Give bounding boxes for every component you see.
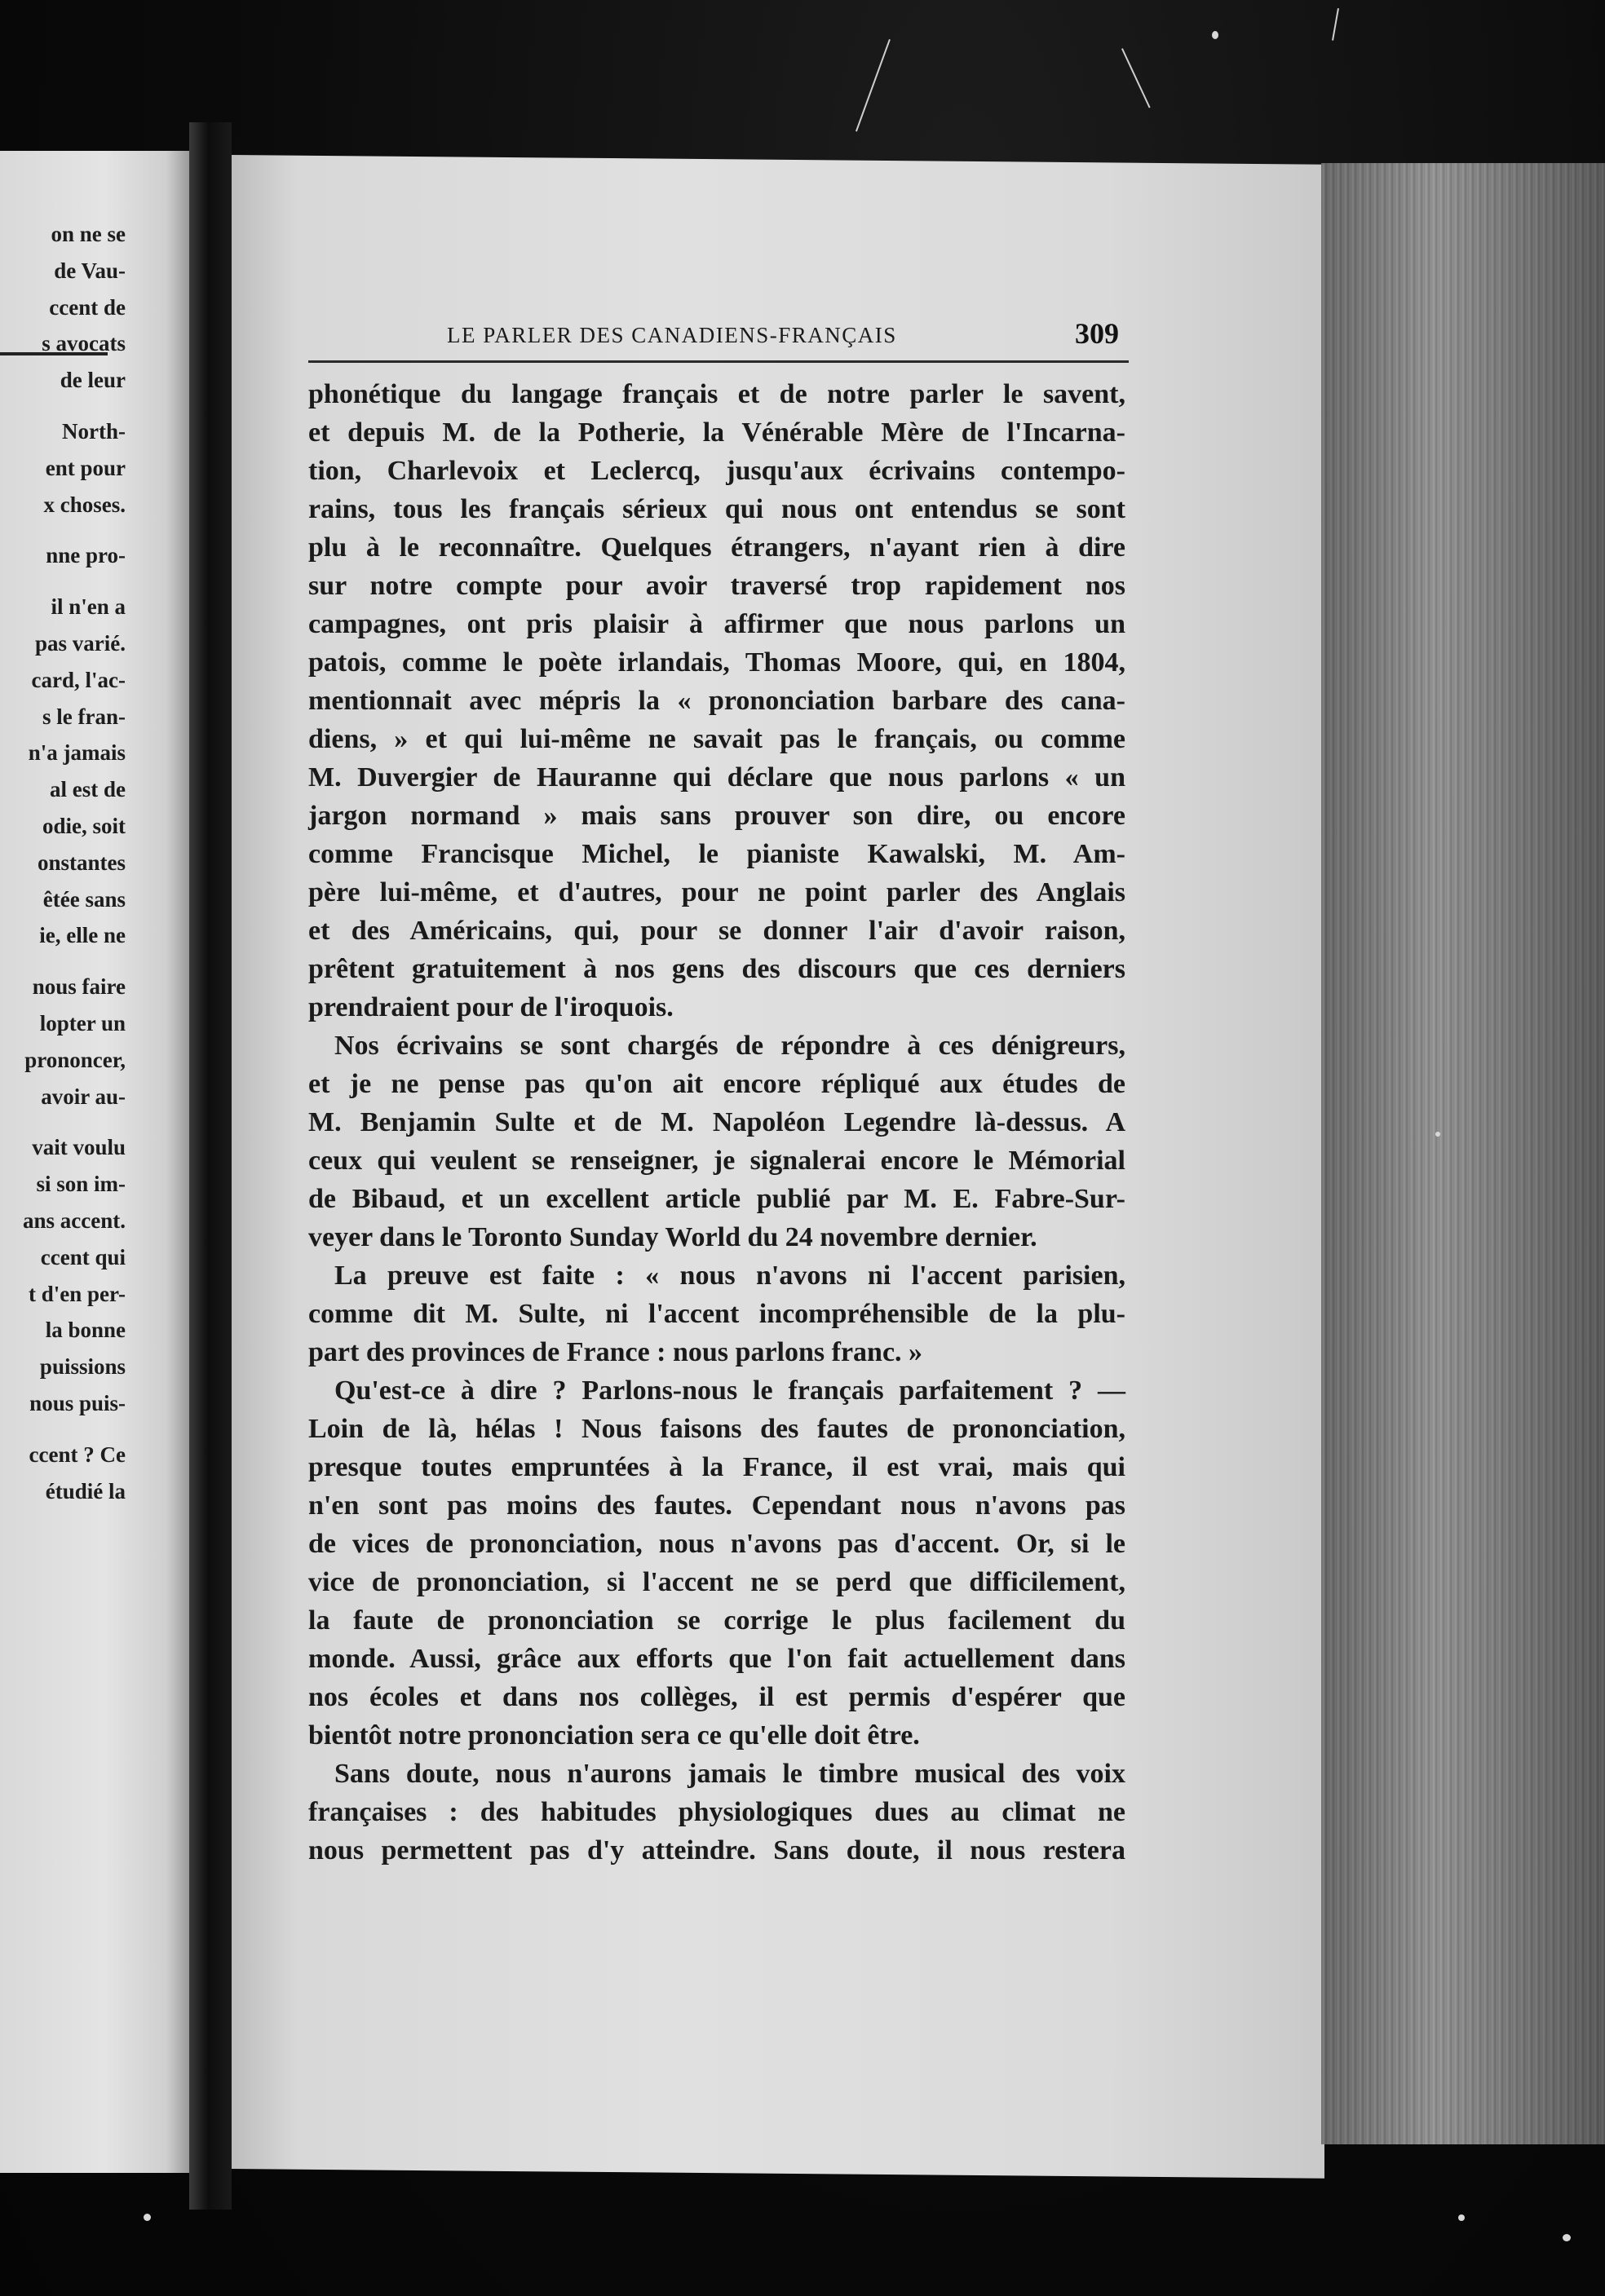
body-text-line: presque toutes empruntées à la France, il est vrai, mais qui [308, 1452, 1125, 1482]
header-rule [308, 360, 1129, 363]
body-text-line: comme dit M. Sulte, ni l'accent incompréhensible de la plu- [308, 1299, 1125, 1329]
body-text-line: Loin de là, hélas ! Nous faisons des fautes de prononciation, [308, 1414, 1125, 1444]
dust-speck [144, 2214, 151, 2221]
dust-speck [1458, 2214, 1465, 2221]
left-page-line: on ne se [51, 222, 126, 246]
body-text-line: rains, tous les français sérieux qui nous ont entendus se sont [308, 494, 1125, 524]
dust-speck [1563, 2234, 1571, 2241]
body-text-line: n'en sont pas moins des fautes. Cependant nous n'avons pas [308, 1490, 1125, 1521]
body-text-line: patois, comme le poète irlandais, Thomas Moore, qui, en 1804, [308, 647, 1125, 678]
left-page-line: puissions [39, 1354, 126, 1380]
left-page-line: si son im- [36, 1172, 126, 1197]
left-page-line: de Vau- [54, 258, 126, 283]
left-page-line: s le fran- [42, 704, 126, 729]
body-text-line: et depuis M. de la Potherie, la Vénérable Mère de l'Incarna- [308, 417, 1125, 448]
left-page-line: al est de [50, 777, 126, 802]
left-page-line: ans accent. [23, 1208, 126, 1233]
left-page-line: ccent qui [40, 1244, 126, 1269]
left-page-line: pas varié. [35, 631, 126, 656]
body-text-line: et des Américains, qui, pour se donner l'air d'avoir raison, [308, 916, 1125, 946]
body-text-line: sur notre compte pour avoir traversé trop rapidement nos [308, 571, 1125, 601]
body-text-line: diens, » et qui lui-même ne savait pas le français, ou comme [308, 724, 1125, 754]
body-text-line: bientôt notre prononciation sera ce qu'elle doit être. [308, 1720, 920, 1751]
left-page-line: x choses. [43, 492, 126, 517]
left-page-line: ent pour [45, 455, 126, 480]
left-page-line: lopter un [39, 1011, 126, 1035]
body-text-line: françaises : des habitudes physiologiques dues au climat ne [308, 1797, 1125, 1827]
left-page-line: s avocats [42, 331, 126, 356]
body-text-line: de Bibaud, et un excellent article publié par M. E. Fabre-Sur- [308, 1184, 1125, 1214]
body-text-line: de vices de prononciation, nous n'avons pas d'accent. Or, si le [308, 1529, 1125, 1559]
left-page-line: ie, elle ne [39, 923, 126, 948]
body-text-line: La preuve est faite : « nous n'avons ni l'accent parisien, [334, 1261, 1125, 1291]
body-text-line: et je ne pense pas qu'on ait encore répliqué aux études de [308, 1069, 1125, 1099]
body-text-line: part des provinces de France : nous parlons franc. » [308, 1337, 923, 1367]
left-page-line: nous faire [32, 974, 126, 1000]
body-text-line: la faute de prononciation se corrige le plus facilement du [308, 1605, 1125, 1636]
left-page-line: avoir au- [41, 1084, 126, 1109]
body-text-line: prendraient pour de l'iroquois. [308, 992, 674, 1022]
left-page-line: odie, soit [42, 814, 126, 838]
book-gutter [189, 122, 232, 2210]
body-text-line: nous permettent pas d'y atteindre. Sans doute, il nous restera [308, 1835, 1125, 1866]
body-text-line: jargon normand » mais sans prouver son dire, ou encore [308, 801, 1125, 831]
left-page-line: de leur [60, 368, 126, 393]
left-page-line: North- [62, 419, 126, 444]
body-text-line: nos écoles et dans nos collèges, il est permis d'espérer que [308, 1682, 1125, 1712]
left-page-line: t d'en per- [29, 1281, 126, 1306]
body-text-line: ceux qui veulent se renseigner, je signalerai encore le Mémorial [308, 1146, 1125, 1176]
body-text-line: prêtent gratuitement à nos gens des discours que ces derniers [308, 954, 1125, 984]
left-page-line: onstantes [37, 850, 126, 875]
dust-speck [1435, 1132, 1440, 1137]
left-page-line: card, l'ac- [31, 667, 126, 692]
dust-speck [1212, 31, 1218, 39]
body-text-line: Nos écrivains se sont chargés de répondre à ces dénigreurs, [334, 1031, 1125, 1061]
body-text-line: veyer dans le Toronto Sunday World du 24 novembre dernier. [308, 1222, 1037, 1252]
left-page-line: nne pro- [46, 543, 126, 568]
body-text-line: tion, Charlevoix et Leclercq, jusqu'aux écrivains contempo- [308, 456, 1125, 486]
left-page-line: étudié la [45, 1478, 126, 1503]
body-text-line: père lui-même, et d'autres, pour ne point parler des Anglais [308, 877, 1125, 907]
left-page-line: êtée sans [42, 886, 126, 912]
left-page-line: nous puis- [29, 1391, 126, 1415]
left-page-fragment [0, 151, 189, 2173]
body-text-line: campagnes, ont pris plaisir à affirmer que nous parlons un [308, 609, 1125, 639]
body-text-line: Sans doute, nous n'aurons jamais le timbre musical des voix [334, 1759, 1125, 1789]
body-text-line: plu à le reconnaître. Quelques étrangers, n'ayant rien à dire [308, 532, 1125, 563]
left-page-line: n'a jamais [28, 740, 126, 766]
body-text-line: M. Duvergier de Hauranne qui déclare que nous parlons « un [308, 762, 1125, 793]
body-text-line: Qu'est-ce à dire ? Parlons-nous le français parfaitement ? — [334, 1375, 1125, 1406]
body-text-line: vice de prononciation, si l'accent ne se perd que difficilement, [308, 1567, 1125, 1597]
page-edges-stack [1321, 163, 1605, 2144]
page-number: 309 [1075, 317, 1119, 350]
left-page-line: ccent de [49, 294, 126, 320]
body-text-line: M. Benjamin Sulte et de M. Napoléon Legendre là-dessus. A [308, 1107, 1125, 1137]
left-page-line: la bonne [45, 1318, 126, 1343]
body-text-line: comme Francisque Michel, le pianiste Kawalski, M. Am- [308, 839, 1125, 869]
body-text-line: mentionnait avec mépris la « prononciation barbare des cana- [308, 686, 1125, 716]
left-page-line: prononcer, [24, 1047, 126, 1072]
body-text-line: phonétique du langage français et de notre parler le savent, [308, 379, 1125, 409]
body-text-line: monde. Aussi, grâce aux efforts que l'on fait actuellement dans [308, 1644, 1125, 1674]
left-page-line: ccent ? Ce [29, 1442, 126, 1467]
running-header: LE PARLER DES CANADIENS-FRANÇAIS [447, 323, 897, 347]
left-page-line: vait voulu [32, 1135, 126, 1160]
left-page-line: il n'en a [51, 594, 126, 620]
